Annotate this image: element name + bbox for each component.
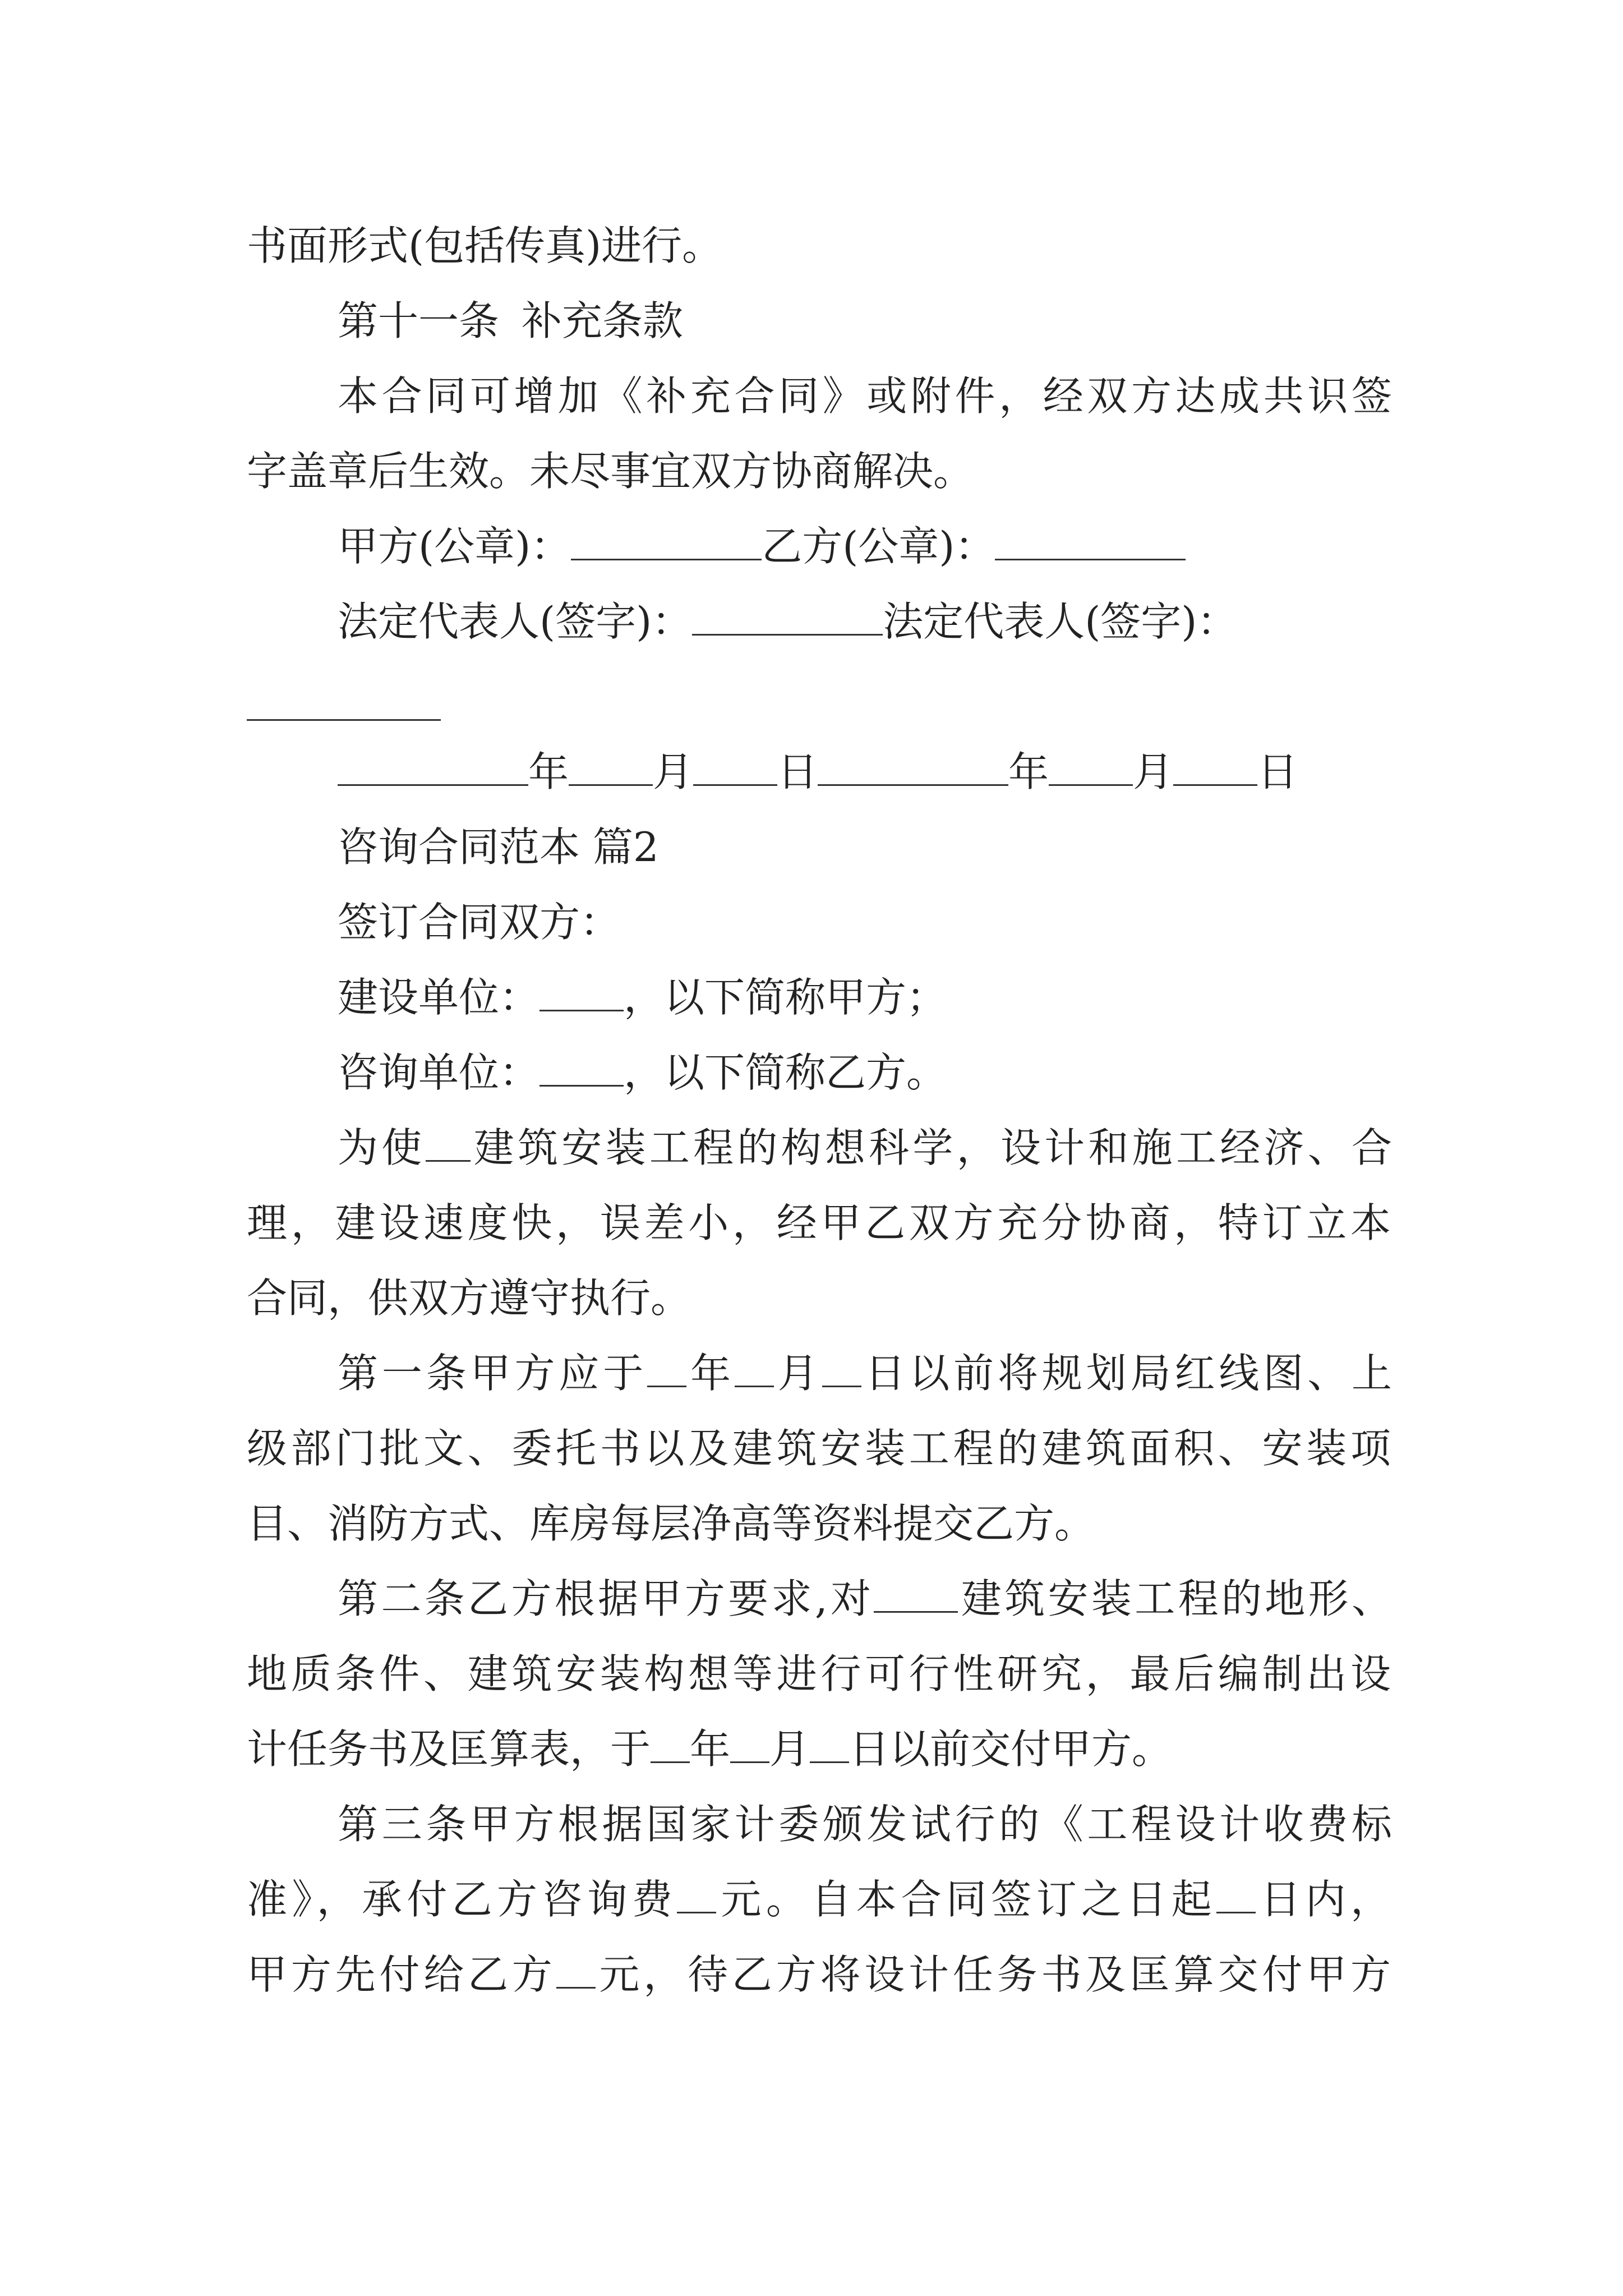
blank-field (677, 1871, 716, 1913)
line-text: 目、消防方式、库房每层净高等资料提交乙方。 (247, 1500, 1095, 1547)
day-label: 日 (777, 748, 818, 795)
line-text: 本合同可增加《补充合同》或附件，经双方达成共识签 (338, 372, 1392, 420)
blank-field (651, 1721, 690, 1763)
blank-field (730, 1721, 769, 1763)
article-number: 第十一条 (338, 297, 500, 344)
text-line (247, 1871, 1391, 1927)
text-line (338, 368, 1392, 424)
line-text: 第二条乙方根据甲方要求,对 (338, 1575, 874, 1622)
consultant-line (338, 1045, 1392, 1101)
section-title (338, 819, 1392, 875)
article-line (338, 1571, 1392, 1627)
text-line (247, 1947, 1391, 2003)
line-text: 为使 (338, 1124, 426, 1171)
line-text: 合同，供双方遵守执行。 (247, 1274, 691, 1322)
text-line (247, 1646, 1391, 1702)
section-title-text: 咨询合同范本 篇2 (338, 823, 659, 871)
seal-line (338, 518, 1392, 574)
article-title: 补充条款 (522, 297, 684, 344)
line-text: 地质条件、建筑安装构想等进行可行性研究，最后编制出设 (247, 1650, 1391, 1697)
text-line (247, 443, 1391, 499)
line-text: 字盖章后生效。未尽事宜双方协商解决。 (247, 448, 974, 495)
line-text: 元，待乙方将设计任务书及匡算交付甲方 (595, 1951, 1391, 1998)
line-text: 书面形式(包括传真)进行。 (247, 222, 723, 269)
consultant-suffix: ，以下简称乙方。 (624, 1049, 947, 1096)
year-label: 年 (1008, 748, 1049, 795)
year-label: 年 (690, 1726, 731, 1773)
line-text: 甲方先付给乙方 (247, 1951, 556, 1998)
blank-field (1049, 744, 1133, 786)
month-label: 月 (1133, 748, 1174, 795)
line-text: 理，建设速度快，误差小，经甲乙双方充分协商，特订立本 (247, 1199, 1391, 1246)
blank-field (647, 1345, 686, 1387)
builder-suffix: ，以下简称甲方； (624, 974, 947, 1021)
blank-field (338, 744, 528, 786)
day-label: 日 (1257, 748, 1298, 795)
line-text: 级部门批文、委托书以及建筑安装工程的建筑面积、安装项 (247, 1425, 1391, 1472)
line-text: 第一条甲方应于 (338, 1350, 648, 1397)
line-text: 建筑安装工程的构想科学，设计和施工经济、合 (470, 1124, 1392, 1171)
line-text: 准》，承付乙方咨询费 (247, 1876, 677, 1923)
line-text: 第三条甲方根据国家计委颁发试行的《工程设计收费标 (338, 1801, 1392, 1848)
blank-field (426, 1120, 471, 1162)
blank-field (995, 518, 1186, 560)
article-heading (338, 293, 1392, 349)
party-b-seal-label: 乙方(公章)： (762, 523, 995, 570)
blank-field (692, 593, 883, 636)
text-line (247, 1270, 1391, 1326)
blank-field (540, 1045, 624, 1087)
blank-field (540, 969, 624, 1011)
line-text: 计任务书及匡算表，于 (247, 1726, 651, 1773)
consultant-label: 咨询单位： (338, 1049, 540, 1096)
line-text: 日以前将规划局红线图、上 (861, 1350, 1392, 1397)
text-line (338, 894, 1392, 950)
rep-b-label: 法定代表人(签字)： (883, 598, 1238, 645)
blank-field (1173, 744, 1257, 786)
month-label: 月 (773, 1350, 822, 1397)
blank-field (247, 719, 441, 721)
text-line (247, 218, 1391, 274)
month-label: 月 (653, 748, 694, 795)
builder-label: 建设单位： (338, 974, 540, 1021)
text-line (247, 1721, 1391, 1777)
article-line (338, 1345, 1392, 1401)
blank-field (693, 744, 777, 786)
rep-a-label: 法定代表人(签字)： (338, 598, 693, 645)
blank-field (810, 1721, 849, 1763)
month-label: 月 (769, 1726, 810, 1773)
blank-field (822, 1345, 861, 1387)
date-line (338, 744, 1392, 800)
party-a-seal-label: 甲方(公章)： (338, 523, 571, 570)
line-text: 签订合同双方： (338, 899, 621, 946)
blank-field (1216, 1871, 1256, 1913)
text-line (247, 1496, 1391, 1552)
blank-field (874, 1571, 958, 1613)
blank-field (735, 1345, 774, 1387)
blank-field (818, 744, 1008, 786)
blank-field (569, 744, 653, 786)
representative-line (338, 593, 1392, 650)
year-label: 年 (528, 748, 569, 795)
line-text: 建筑安装工程的地形、 (958, 1575, 1392, 1622)
text-line (247, 1195, 1391, 1251)
blank-field (571, 518, 762, 560)
line-text: 日以前交付甲方。 (849, 1726, 1173, 1773)
line-text: 元。自本合同签订之日起 (716, 1876, 1217, 1923)
blank-field (556, 1947, 596, 1989)
text-line (338, 1120, 1392, 1176)
article-line (338, 1796, 1392, 1852)
line-text: 日内， (1256, 1876, 1391, 1923)
text-line (247, 1420, 1391, 1476)
builder-line (338, 969, 1392, 1025)
year-label: 年 (686, 1350, 735, 1397)
